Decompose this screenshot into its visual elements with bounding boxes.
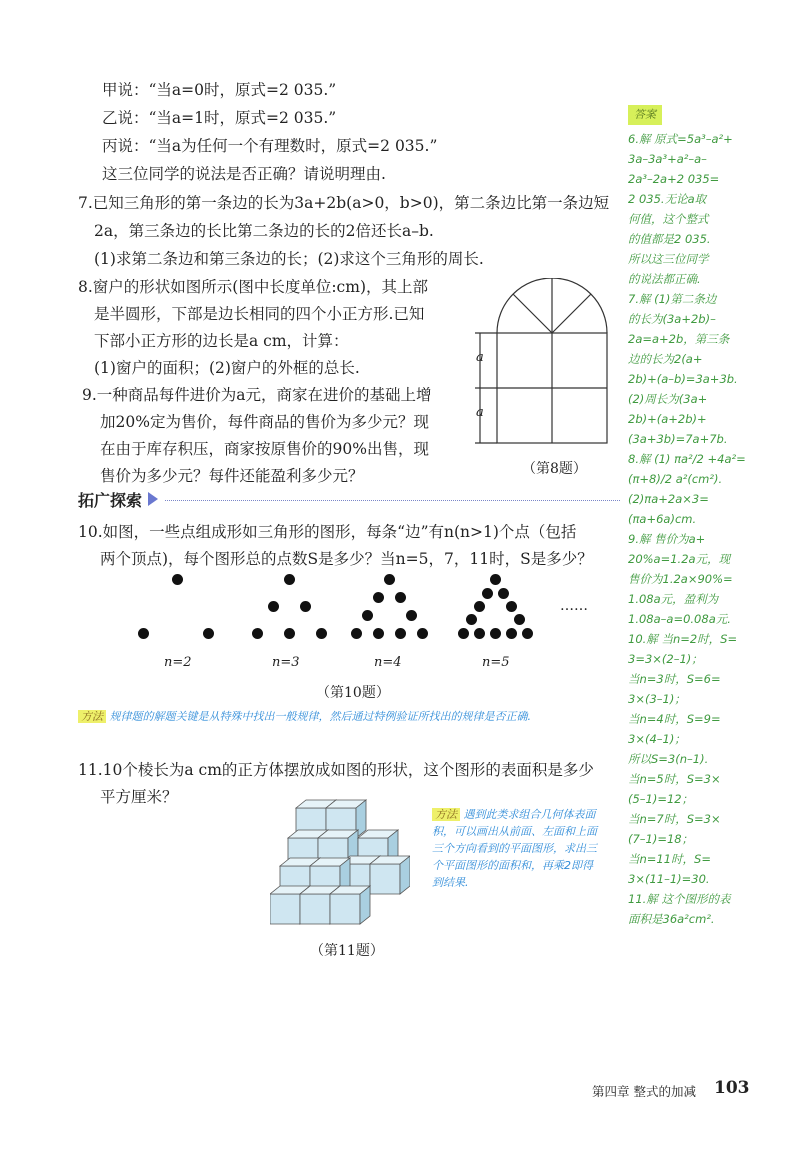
method-tag: 方法 [78,710,106,723]
q8-line2: 是半圆形，下部是边长相同的四个小正方形.已知 [94,305,425,323]
q10-method-note [78,708,618,725]
q11-line1: 11.10个棱长为a cm的正方体摆放成如图的形状，这个图形的表面积是多少 [78,761,594,779]
page-number: 103 [714,1078,750,1098]
answer-line: 2 035.无论a取 [628,192,707,206]
answer-line: 所以S=3(n–1). [628,752,709,766]
q9-line2: 加20%定为售价，每件商品的售价为多少元？现 [100,413,429,431]
window-label-a1: a [476,350,484,365]
answer-line: (7–1)=18； [628,832,694,846]
q10-line2: 两个顶点)，每个图形总的点数S是多少？当n=5，7，11时，S是多少？ [100,550,593,568]
window-label-a2: a [476,405,484,420]
q9-line3: 在由于库存积压，商家按原售价的90%出售，现 [100,440,429,458]
footer-chapter: 第四章 整式的加减 [592,1084,696,1099]
answer-line: 当n=11时，S= [628,852,711,866]
q6-ask: 这三位同学的说法是否正确？请说明理由. [102,165,386,183]
method-tag: 方法 [432,808,460,821]
answer-line: 的值都是2 035. [628,232,711,246]
answer-line: 的长为(3a+2b)– [628,312,716,326]
answer-line: 当n=3时，S=6= [628,672,721,686]
q6-bing: 丙说：“当a为任何一个有理数时，原式=2 035.” [102,137,438,155]
answer-line: 何值，这个整式 [628,212,709,226]
fig11-caption: （第11题） [310,943,384,959]
q11-line2: 平方厘米？ [100,788,178,806]
answer-line: 3×(11–1)=30. [628,872,710,886]
section-divider [165,500,620,501]
answer-title: 答案 [628,105,662,125]
answer-line: 6.解 原式=5a³–a²+ [628,132,733,146]
answer-line: (5–1)=12； [628,792,694,806]
q8-line1: 8.窗户的形状如图所示(图中长度单位:cm)，其上部 [78,278,428,296]
label-n2: n=2 [164,655,192,670]
answer-line: 所以这三位同学 [628,252,709,266]
answer-line: 3=3×(2–1)； [628,652,703,666]
section-title: 拓广探索 [78,491,143,510]
window-figure [470,278,610,446]
answer-line: 的说法都正确. [628,272,701,286]
answer-line: 2b)+(a+2b)+ [628,412,707,426]
q6-jia: 甲说：“当a=0时，原式=2 035.” [102,81,337,99]
method-text: 规律题的解题关键是从特殊中找出一般规律，然后通过特例验证所找出的规律是否正确. [109,710,531,723]
q7-line2: 2a，第三条边的长比第二条边的长的2倍还长a–b. [94,222,434,240]
q10-line1: 10.如图，一些点组成形如三角形的图形，每条“边”有n(n>1)个点（包括 [78,523,577,541]
answer-line: 3×(4–1)； [628,732,686,746]
answer-line: 3×(3–1)； [628,692,686,706]
fig8-caption: （第8题） [522,461,587,477]
answer-line: 边的长为2(a+ [628,352,703,366]
answer-line: (2)πa+2a×3= [628,492,709,506]
answer-line: 3a–3a³+a²–a– [628,152,707,166]
answer-line: 8.解 (1) πa²/2 +4a²= [628,452,746,466]
answer-line: 面积是36a²cm². [628,912,715,926]
q6-yi: 乙说：“当a=1时，原式=2 035.” [102,109,337,127]
q7-line3: (1)求第二条边和第三条边的长；(2)求这个三角形的周长. [94,250,484,268]
q11-method-note [432,806,602,891]
answer-line: 1.08a–a=0.08a元. [628,612,731,626]
answer-column [628,104,758,929]
label-n4: n=4 [374,655,402,670]
answer-line: 7.解 (1)第二条边 [628,292,717,306]
answer-line: 1.08a元，盈利为 [628,592,719,606]
answer-line: 20%a=1.2a元，现 [628,552,731,566]
answer-line: 当n=7时，S=3× [628,812,721,826]
label-n5: n=5 [482,655,510,670]
answer-line: 2a³–2a+2 035= [628,172,720,186]
answer-line: (3a+3b)=7a+7b. [628,432,728,446]
answer-line: 售价为1.2a×90%= [628,572,733,586]
fig10-caption: （第10题） [316,685,390,701]
answer-line: 当n=4时，S=9= [628,712,721,726]
cube-stack-figure [270,798,410,928]
answer-line: 2b)+(a–b)=3a+3b. [628,372,738,386]
answer-line: 11.解 这个图形的表 [628,892,731,906]
answer-line: 当n=5时，S=3× [628,772,721,786]
answer-line: (π+8)/2 a²(cm²). [628,472,723,486]
answer-line: (2)周长为(3a+ [628,392,708,406]
q7-line1: 7.已知三角形的第一条边的长为3a+2b(a>0，b>0)，第二条边比第一条边短 [78,194,610,212]
method-text: 遇到此类求组合几何体表面积，可以画出从前面、左面和上面三个方向看到的平面图形，求出三个平面图形的面积和，再乘2即得到结果. [432,808,597,889]
answer-line: 9.解 售价为a+ [628,532,706,546]
q9-line4: 售价为多少元？每件还能盈利多少元？ [100,467,364,485]
dots-ellipsis: …… [560,598,588,614]
answer-line: 2a=a+2b，第三条 [628,332,730,346]
answer-line: 10.解 当n=2时，S= [628,632,738,646]
q9-line1: 9.一种商品每件进价为a元，商家在进价的基础上增 [82,386,432,404]
q8-line4: (1)窗户的面积；(2)窗户的外框的总长. [94,359,360,377]
answer-line: (πa+6a)cm. [628,512,697,526]
section-arrow-icon [148,492,158,506]
q8-line3: 下部小正方形的边长是a cm，计算： [94,332,349,350]
label-n3: n=3 [272,655,300,670]
